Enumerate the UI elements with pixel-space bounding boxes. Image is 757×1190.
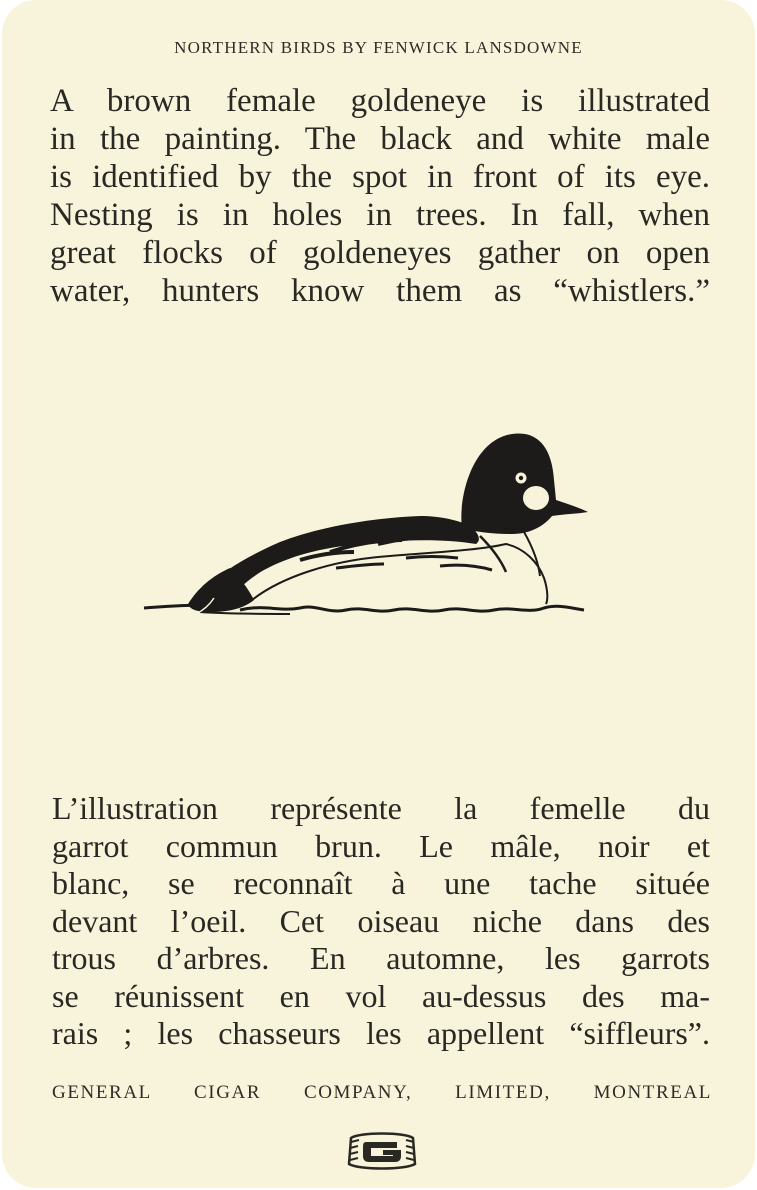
trading-card: [2, 0, 755, 1188]
cheek-spot: [523, 486, 549, 510]
english-line: water, hunters know them as “whistlers.”: [50, 273, 710, 309]
english-line: great flocks of goldeneyes gather on open: [50, 235, 710, 271]
card-header-title: NORTHERN BIRDS BY FENWICK LANSDOWNE: [174, 38, 583, 57]
french-line: garrot commun brun. Le mâle, noir et: [52, 827, 710, 864]
duck-drawing: [140, 428, 600, 628]
french-line: rais ; les chasseurs les appellent “siffleurs”.: [52, 1015, 710, 1051]
english-line: in the painting. The black and white male: [50, 121, 710, 157]
french-line: devant l’oeil. Cet oiseau niche dans des: [52, 902, 710, 939]
french-line: blanc, se reconnaît à une tache située: [52, 865, 710, 901]
french-line: se réunissent en vol au-dessus des ma-: [52, 977, 710, 1014]
french-line: L’illustration représente la femelle du: [52, 790, 710, 826]
company-footer: GENERAL CIGAR COMPANY, LIMITED, MONTREAL: [52, 1082, 712, 1103]
duck-head: [461, 433, 588, 534]
english-line: is identified by the spot in front of its eye.: [50, 159, 710, 195]
english-line: Nesting is in holes in trees. In fall, when: [50, 197, 710, 233]
english-line: A brown female goldeneye is illustrated: [50, 83, 710, 119]
goldeneye-duck-illustration: [140, 428, 600, 628]
general-cigar-logo-icon: [345, 1128, 419, 1174]
english-description: [50, 82, 710, 310]
french-line: trous d’arbres. En automne, les garrots: [52, 940, 710, 976]
french-description: [52, 790, 710, 1053]
